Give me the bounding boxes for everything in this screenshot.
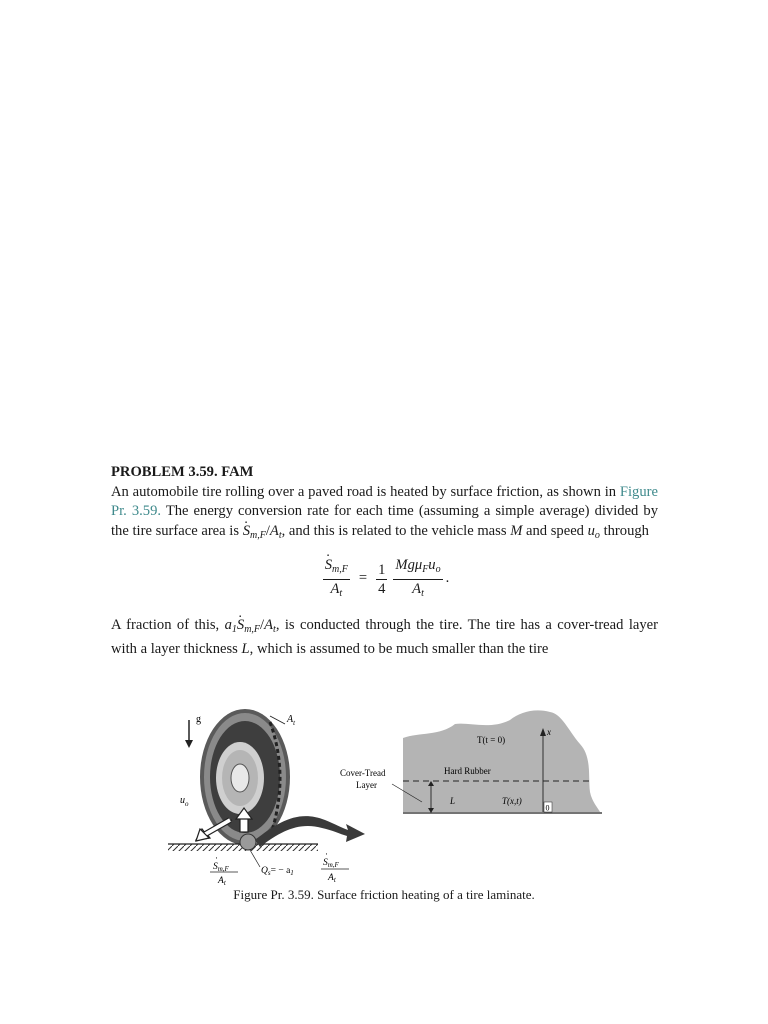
inline-ratio: · $S_{m,F}/A_t$ [243, 523, 282, 539]
equation-quarter [376, 561, 387, 598]
figure-reference-link[interactable]: Figure Pr. 3.59. [111, 483, 658, 519]
eq-a: A [330, 580, 340, 597]
equation-rhs [393, 556, 442, 603]
subscript-mf: m,F [249, 529, 266, 541]
u-symbol: u [587, 522, 595, 539]
label-zero: 0 [545, 803, 550, 813]
eq-a2: A [412, 580, 422, 597]
p1-part-d: and speed [526, 522, 584, 539]
eq-s: · S [325, 557, 332, 573]
eq-sub-mf: m,F [332, 563, 348, 575]
conducted-flux-label [261, 849, 349, 884]
p2-part-c: , which is assumed to be much smaller than the tire [249, 640, 549, 657]
equation-period: . [445, 570, 450, 587]
a1-symbol: a [224, 617, 232, 633]
p1-part-a: An automobile tire rolling over a paved road is heated by surface friction, as shown in [111, 483, 617, 500]
paragraph-2: A fraction of this, $a_1\cdot S_{m,F}/A_t$, is conducted through the tire. The tire has a cover-tread layer with a layer thickness L, which is assumed to be much smaller than the tire [111, 616, 658, 659]
p2-a: A [264, 617, 274, 633]
equation-lhs [323, 556, 350, 603]
p2-part-b: , is conducted through the tire. The tire has a cover-tread layer with a layer thickness [111, 617, 658, 657]
p2-sub-mf: m,F [244, 624, 261, 635]
problem-text [111, 463, 658, 659]
eq-u: u [428, 556, 436, 573]
label-cover-tread-2: Layer [356, 780, 377, 790]
eq-sub-t: t [339, 587, 343, 599]
svg-text:·: · [215, 853, 218, 863]
a-symbol: A [269, 522, 279, 539]
source-flux-label [210, 853, 238, 887]
label-g: g [196, 714, 201, 725]
eq-sub-f: F [422, 563, 429, 575]
label-at-top: $A_t$ [287, 714, 296, 727]
p2-part-a: A fraction of this, [111, 617, 220, 633]
problem-title: PROBLEM 3.59. FAM [111, 464, 254, 480]
gravity-arrow [185, 720, 193, 748]
paragraph-1 [111, 483, 658, 546]
svg-text:Sm,F: $S_{m,F}$ [323, 858, 339, 869]
figure-caption: Figure Pr. 3.59. Surface friction heating of a tire laminate. [233, 887, 535, 902]
eq-sub-t2: t [421, 587, 424, 599]
tire-laminate-figure [160, 702, 610, 892]
p2-sub-t: t [273, 624, 276, 635]
svg-text:·: · [325, 849, 328, 859]
equals-sign: = [358, 570, 368, 587]
eq-mgmu: Mgμ [395, 556, 423, 573]
svg-text:At: $A_t$ [328, 873, 336, 884]
svg-text:Qs= − a1: $Q_s= - a_1$ [261, 866, 294, 877]
svg-text:Sm,F: $S_{m,F}$ [213, 862, 229, 873]
label-uo: $u_o$ [180, 795, 189, 808]
m-symbol: M [510, 522, 523, 539]
label-x: x [547, 727, 551, 737]
subscript-t: t [278, 529, 282, 541]
contact-patch [240, 834, 256, 850]
label-t0: T(t = 0) [477, 735, 506, 745]
l-symbol: L [241, 640, 250, 657]
label-cover-tread-1: Cover-Tread [340, 768, 386, 778]
svg-text:At: $A_t$ [218, 876, 226, 887]
eq-four: 4 [378, 580, 386, 597]
eq-one: 1 [378, 561, 386, 578]
label-l: L [450, 796, 456, 806]
label-txt: T(x,t) [502, 796, 522, 806]
p1-part-b: The energy conversion rate for each time (assuming a simple average) divided by the tire surface area is [111, 503, 658, 539]
eq-sub-o: o [435, 563, 441, 575]
p2-s: · S [237, 617, 244, 633]
qs-leader-line [250, 850, 260, 867]
p1-part-e: through [603, 522, 649, 539]
equation [111, 554, 658, 604]
a1-subscript: 1 [231, 624, 237, 635]
p1-part-c: , and this is related to the vehicle mass [281, 522, 507, 539]
s-dot-symbol: · S [243, 523, 250, 539]
subscript-o: o [594, 529, 600, 541]
label-hard-rubber: Hard Rubber [444, 766, 491, 776]
